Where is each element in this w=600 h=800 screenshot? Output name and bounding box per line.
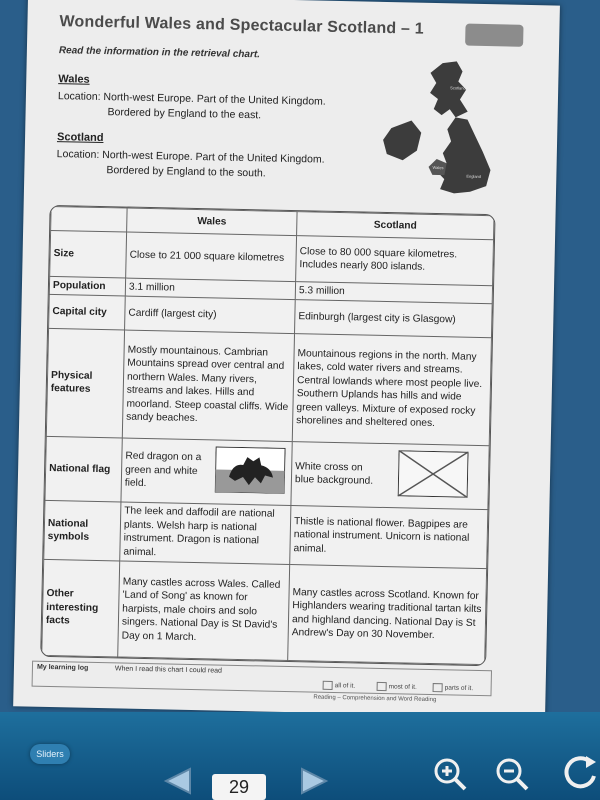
scotland-cell: Mountainous regions in the north. Many lakes, cold water rivers and streams. Central lowlands where most people live. Southern Uplands has hills and wide green valleys. Mixture of exposed rocky shorelines and sheltered ones.	[292, 333, 491, 445]
table-row	[42, 560, 487, 665]
table-row	[45, 436, 489, 510]
scotland-cell: 5.3 million	[295, 281, 492, 304]
scotland-cell: Many castles across Scotland. Known for Highlanders wearing traditional tartan kilts and highland dancing. National Day is St Andrew's Day on 30 November.	[288, 565, 487, 665]
wales-cell: Cardiff (largest city)	[125, 296, 296, 333]
retrieval-table	[41, 206, 494, 665]
wales-border: Bordered by England to the east.	[107, 106, 262, 122]
previous-page-button[interactable]	[160, 766, 196, 796]
scotland-flag-icon	[398, 450, 469, 497]
header-wales: Wales	[127, 208, 297, 235]
row-label: National symbols	[44, 500, 121, 561]
zoom-out-icon[interactable]	[494, 756, 530, 792]
wales-flag-cell	[121, 438, 292, 506]
page-footer: Reading – Comprehension and Word Reading	[313, 694, 437, 704]
map-label-wales: Wales	[432, 164, 444, 171]
learning-log-question: When I read this chart I could read	[114, 665, 223, 675]
scotland-cell: Close to 80 000 square kilometres. Includes nearly 800 islands.	[296, 235, 494, 285]
row-label: National flag	[45, 436, 122, 502]
map-label-scotland: Scotland	[450, 85, 466, 91]
scotland-location: Location: North-west Europe. Part of the United Kingdom.	[56, 148, 325, 166]
wales-cell: Close to 21 000 square kilometres	[126, 232, 297, 281]
wales-cell: The leek and daffodil are national plants. Welsh harp is national instrument. Dragon is national animal.	[120, 502, 291, 565]
zoom-in-icon[interactable]	[432, 756, 468, 792]
scotland-cell: White cross on blue background.	[294, 460, 374, 488]
rotate-icon[interactable]	[560, 752, 600, 792]
uk-map	[370, 58, 503, 205]
learning-log	[32, 661, 492, 697]
wales-cell: 3.1 million	[125, 278, 295, 300]
sliders-button[interactable]: Sliders	[30, 744, 70, 764]
scotland-cell: Thistle is national flower. Bagpipes are national instrument. Unicorn is national animal.	[290, 506, 488, 569]
row-label: Other interesting facts	[42, 560, 120, 657]
retrieval-chart	[40, 205, 495, 666]
scotland-cell: Edinburgh (largest city is Glasgow)	[295, 300, 493, 337]
instruction-text: Read the information in the retrieval chart.	[58, 45, 261, 61]
wales-flag-icon	[215, 446, 286, 493]
learning-log-label: My learning log	[36, 663, 89, 672]
worksheet-page	[13, 0, 560, 717]
row-label: Population	[49, 276, 125, 296]
log-option-parts[interactable]: parts of it.	[433, 683, 474, 693]
wales-cell: Red dragon on a green and white field.	[124, 450, 202, 490]
row-label: Size	[50, 230, 127, 277]
log-option-all[interactable]: all of it.	[323, 681, 356, 691]
wales-heading: Wales	[58, 73, 90, 86]
page-number-field[interactable]: 29	[212, 774, 266, 800]
scotland-flag-cell	[291, 441, 489, 510]
map-label-england: England	[466, 173, 482, 179]
header-blank	[51, 206, 127, 231]
page-title: Wonderful Wales and Spectacular Scotland – 1	[59, 13, 425, 38]
row-label: Capital city	[49, 295, 126, 330]
row-label: Physical features	[46, 328, 124, 438]
table-row	[46, 328, 491, 445]
table-row	[44, 500, 488, 568]
header-scotland: Scotland	[297, 212, 494, 240]
next-page-button[interactable]	[296, 766, 332, 796]
title-badge	[465, 24, 523, 47]
scotland-border: Bordered by England to the south.	[106, 164, 266, 180]
scotland-heading: Scotland	[56, 131, 104, 145]
wales-location: Location: North-west Europe. Part of the United Kingdom.	[57, 90, 326, 108]
wales-cell: Mostly mountainous. Cambrian Mountains spread over central and northern Wales. Many rivers, streams and lakes. Hills and moorland. Steep coastal cliffs. Wide sandy beaches.	[122, 330, 294, 442]
wales-cell: Many castles across Wales. Called 'Land of Song' as known for harpists, male choirs and solo singers. National Day is St David's Day on 1 March.	[118, 561, 290, 660]
log-option-most[interactable]: most of it.	[377, 682, 417, 692]
